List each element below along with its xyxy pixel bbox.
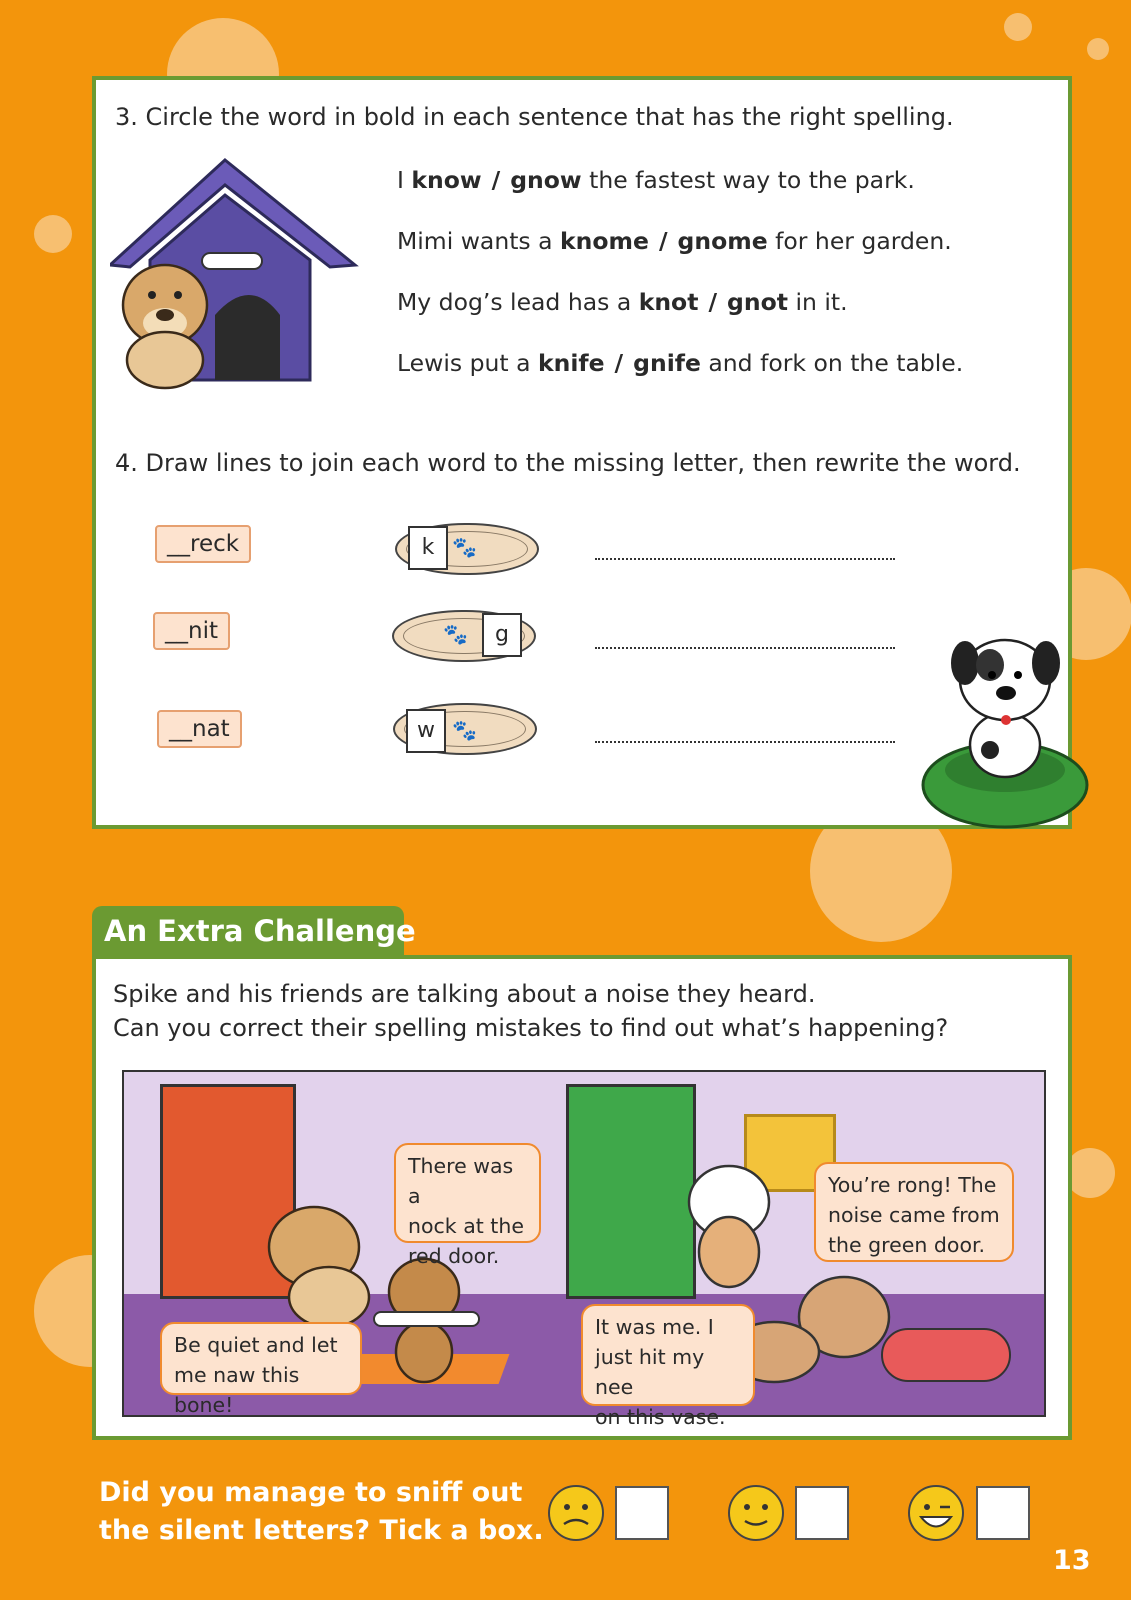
background-dot: [34, 215, 72, 253]
challenge-line-2: Can you correct their spelling mistakes to find out what’s happening?: [113, 1014, 949, 1042]
challenge-title: An Extra Challenge: [104, 914, 416, 948]
answer-line[interactable]: [595, 645, 895, 649]
answer-line[interactable]: [595, 739, 895, 743]
dog-in-bed-illustration: [920, 625, 1090, 830]
happy-face-icon: [907, 1484, 965, 1542]
paw-icon: 🐾: [443, 622, 468, 646]
background-dot: [1004, 13, 1032, 41]
speech-bubble: Be quiet and let me naw this bone!: [160, 1322, 362, 1395]
speech-bubble: You’re rong! The noise came from the green door.: [814, 1162, 1014, 1262]
q3-instruction: 3. Circle the word in bold in each sentence that has the right spelling.: [115, 103, 954, 131]
background-dot: [1087, 38, 1109, 60]
sentence-1: I know / gnow the fastest way to the park.: [397, 166, 915, 194]
q4-instruction: 4. Draw lines to join each word to the missing letter, then rewrite the word.: [115, 449, 1021, 477]
page-number: 13: [1053, 1545, 1091, 1576]
footer-line-2: the silent letters? Tick a box.: [99, 1515, 544, 1546]
sentence-2: Mimi wants a knome / gnome for her garden.: [397, 227, 952, 255]
word-option-b[interactable]: gnot: [727, 288, 788, 316]
challenge-line-1: Spike and his friends are talking about a noise they heard.: [113, 980, 816, 1008]
word-option-b[interactable]: gnome: [677, 227, 768, 255]
answer-line[interactable]: [595, 556, 895, 560]
speech-bubble: There was a nock at the red door.: [394, 1143, 541, 1243]
word-option-a[interactable]: know: [411, 166, 482, 194]
word-box[interactable]: __nat: [157, 710, 242, 748]
footer-line-1: Did you manage to sniff out: [99, 1477, 523, 1508]
letter-card[interactable]: w: [406, 709, 446, 753]
background-dot: [1065, 1148, 1115, 1198]
sentence-3: My dog’s lead has a knot / gnot in it.: [397, 288, 848, 316]
tick-box-sad[interactable]: [615, 1486, 669, 1540]
word-option-a[interactable]: knot: [638, 288, 699, 316]
dog-kennel-illustration: [110, 155, 360, 395]
word-option-b[interactable]: gnife: [633, 349, 701, 377]
paw-icon: 🐾: [452, 535, 477, 559]
tick-box-happy[interactable]: [976, 1486, 1030, 1540]
tick-box-ok[interactable]: [795, 1486, 849, 1540]
word-option-a[interactable]: knife: [537, 349, 605, 377]
speech-bubble: It was me. I just hit my nee on this vase.: [581, 1304, 755, 1406]
word-box[interactable]: __reck: [155, 525, 251, 563]
word-box[interactable]: __nit: [153, 612, 230, 650]
paw-icon: 🐾: [452, 718, 477, 742]
letter-card[interactable]: g: [482, 613, 522, 657]
word-option-b[interactable]: gnow: [510, 166, 582, 194]
sentence-4: Lewis put a knife / gnife and fork on the table.: [397, 349, 964, 377]
letter-card[interactable]: k: [408, 526, 448, 570]
sad-face-icon: [547, 1484, 605, 1542]
word-option-a[interactable]: knome: [560, 227, 649, 255]
neutral-face-icon: [727, 1484, 785, 1542]
